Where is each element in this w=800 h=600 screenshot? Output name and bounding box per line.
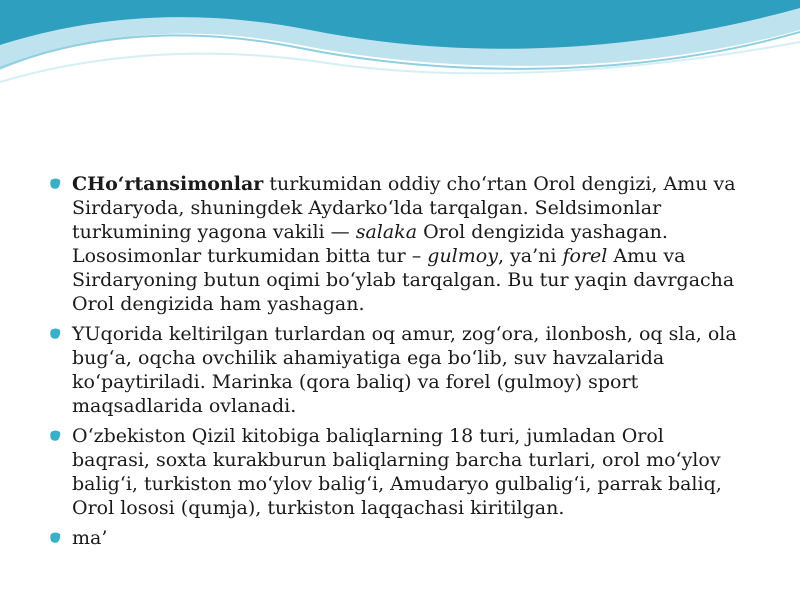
bullet-1-text-part: turkumidan oddiy cho‘rtan Orol dengizi, Amu va Sirdaryoda, shuningdek Aydarko‘lda tarqalgan. Seldsimonlar turkumining yagona vakili — [72,173,736,243]
slide-content [46,172,746,556]
teal-bullet-icon [50,328,61,339]
bullet-text-4: ma’ [72,527,108,549]
bullet-item-3 [46,424,746,520]
bullet-1-text-part: Orol dengizida yashagan. Lososimonlar turkumidan bitta tur – [72,221,668,267]
bullet-1-text-part: Amu va Sirdaryoning butun oqimi bo‘ylab tarqalgan. Bu tur yaqin davrgacha Orol dengizida ham yashagan. [72,245,735,315]
teal-bullet-icon [50,178,61,189]
header-wave-decoration [0,0,800,100]
bullet-text-3: O‘zbekiston Qizil kitobiga baliqlarning 18 turi, jumladan Orol baqrasi, soxta kurakburun baliqlarning barcha turlari, orol mo‘ylov balig‘i, turkiston mo‘ylov balig‘i, Amudaryo gulbalig‘i, parrak baliq, Orol lososi (qumja), turkiston laqqachasi kiritilgan. [72,425,722,519]
bullet-text-2: YUqorida keltirilgan turlardan oq amur, zog‘ora, ilonbosh, oq sla, ola bug‘a, oqcha ovchilik ahamiyatiga ega bo‘lib, suv havzalarida ko‘paytiriladi. Marinka (qora baliq) va forel (gulmoy) sport maqsadlarida ovlanadi. [72,323,737,417]
teal-bullet-icon [50,532,61,543]
teal-bullet-icon [50,430,61,441]
bullet-1-italic-forel: forel [562,245,608,267]
bullet-1-text-part: , ya’ni [497,245,563,267]
bullet-text-1 [72,172,746,316]
bullet-1-italic-salaka: salaka [355,221,418,243]
bullet-1-bold-term: CHo‘rtansimonlar [72,173,264,195]
bullet-item-1 [46,172,746,316]
bullet-1-italic-gulmoy: gulmoy [427,245,498,267]
bullet-item-4 [46,526,746,550]
bullet-item-2 [46,322,746,418]
